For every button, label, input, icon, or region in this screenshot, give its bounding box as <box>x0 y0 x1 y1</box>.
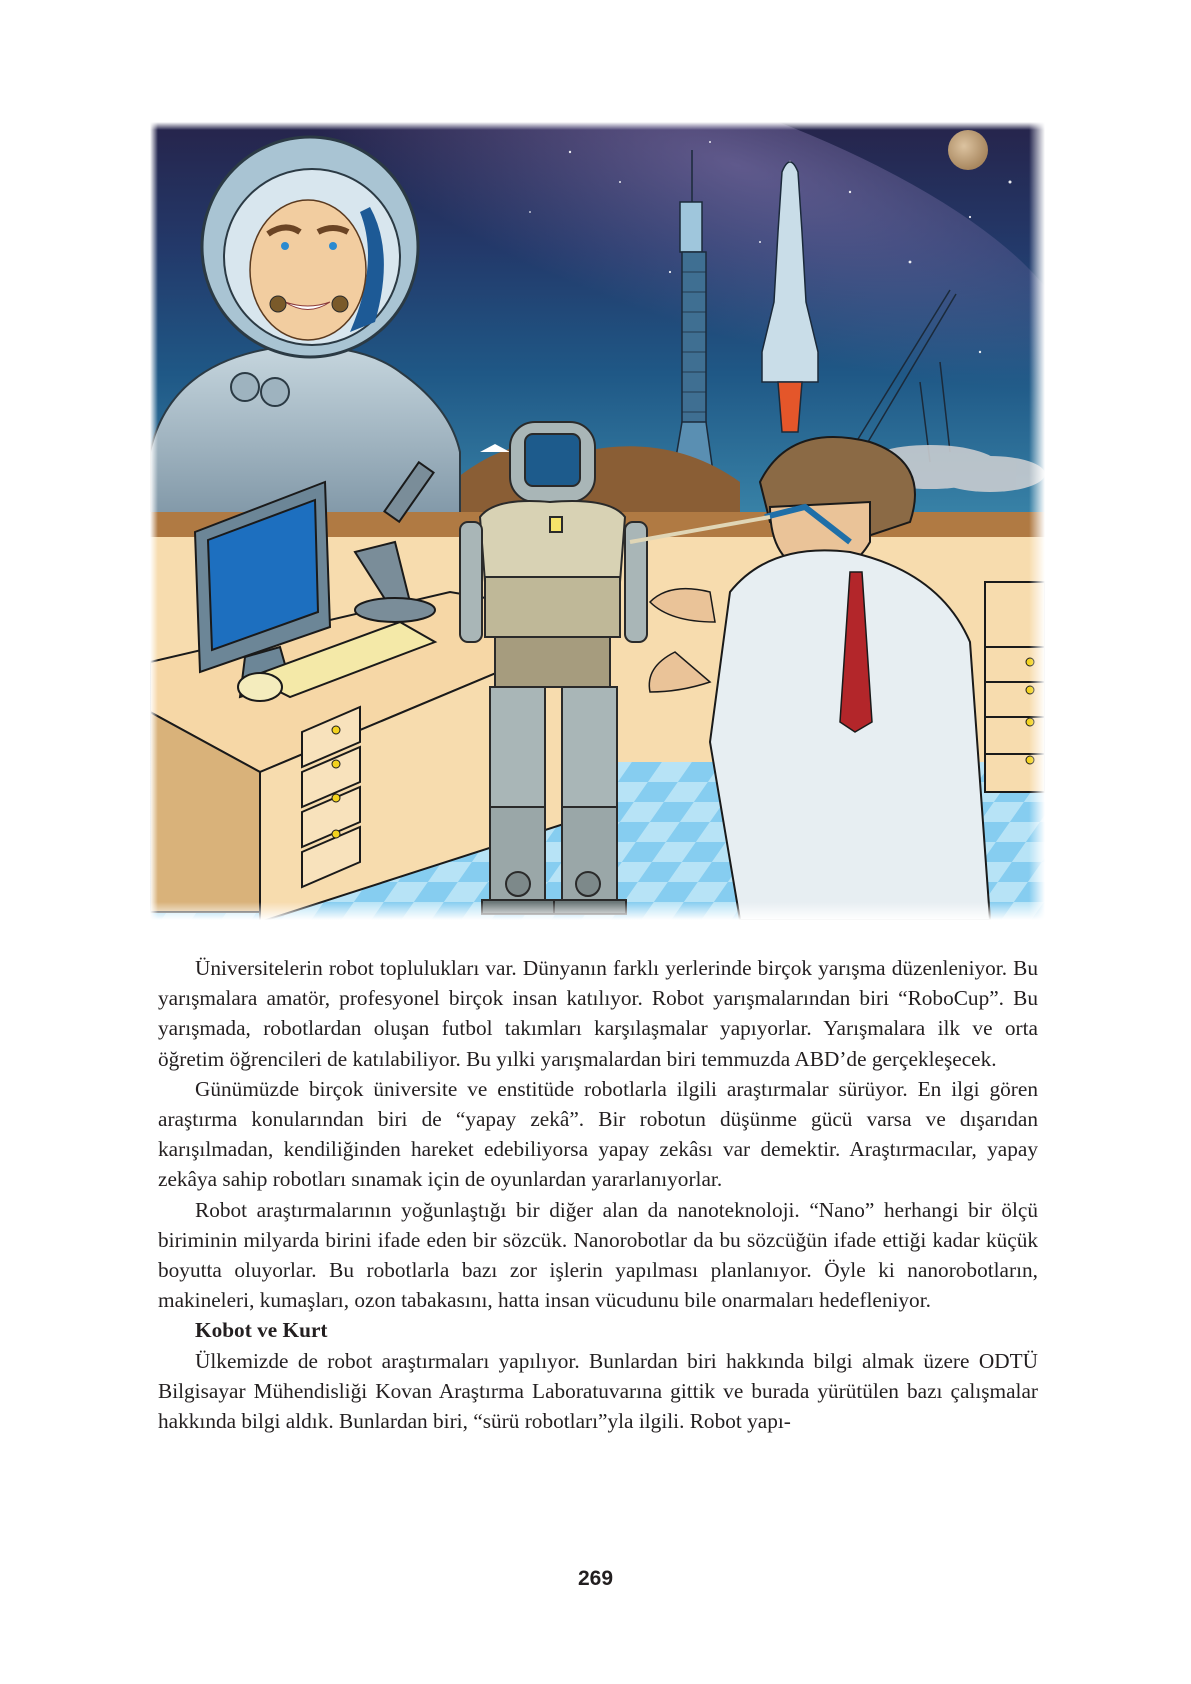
paragraph-nanotechnology: Robot araştırmalarının yoğunlaştığı bir diğer alan da nanoteknoloji. “Nano” herhangi bir ölçü biriminin milyarda birini ifade eden bir sözcük. Nanorobotlar da bu sözcüğün ifade ettiği kadar küçük boyutta oluyorlar. Bu robotlarla bazı zor işlerin yapılması planlanıyor. Öyle ki nanorobotların, makineleri, kumaşları, ozon tabakasını, hatta insan vücudunu bile onarmaları hedefleniyor. <box>158 1197 1038 1313</box>
right-cabinet <box>985 582 1045 792</box>
article-body <box>158 953 1038 1436</box>
paragraph-artificial-intelligence: Günümüzde birçok üniversite ve enstitüde robotlarla ilgili araştırmalar sürüyor. En ilgi gören araştırma konularından biri de “yapay zekâ”. Bir robotun düşünme gücü varsa ve dışarıdan karışılmadan, kendiliğinden hareket edebiliyorsa yapay zekâsı var demektir. Araştırmacılar, yapay zekâya sahip robotları sınamak için de oyunlardan yararlanıyorlar. <box>158 1076 1038 1192</box>
page-number: 269 <box>577 1567 614 1590</box>
section-heading: Kobot ve Kurt <box>195 1318 328 1343</box>
paragraph-odtu-lab: Ülkemizde de robot araştırmaları yapılıyor. Bunlardan biri hakkında bilgi almak üzere ODTÜ Bilgisayar Mühendisliği Kovan Araştırma Laboratuvarına gittik ve burada yürütülen bazı çalışmalar hakkında bilgi aldık. Bunlardan biri, “sürü robotları”yla ilgili. Robot yapı- <box>158 1348 1038 1434</box>
moon <box>948 130 988 170</box>
robot-lab-illustration <box>150 122 1045 920</box>
paragraph-robot-competitions: Üniversitelerin robot toplulukları var. Dünyanın farklı yerlerinde birçok yarışma düzenleniyor. Bu yarışmalara amatör, profesyonel birçok insan katılıyor. Robot yarışmalarından biri “RoboCup”. Bu yarışmada, robotlardan oluşan futbol takımları karşılaşmalar yapıyorlar. Yarışmalara ilk ve orta öğretim öğrencileri de katılabiliyor. Bu yılki yarışmalardan biri temmuzda ABD’de gerçekleşecek. <box>158 956 1038 1071</box>
mouse <box>238 673 282 701</box>
illustration-svg <box>150 122 1045 920</box>
